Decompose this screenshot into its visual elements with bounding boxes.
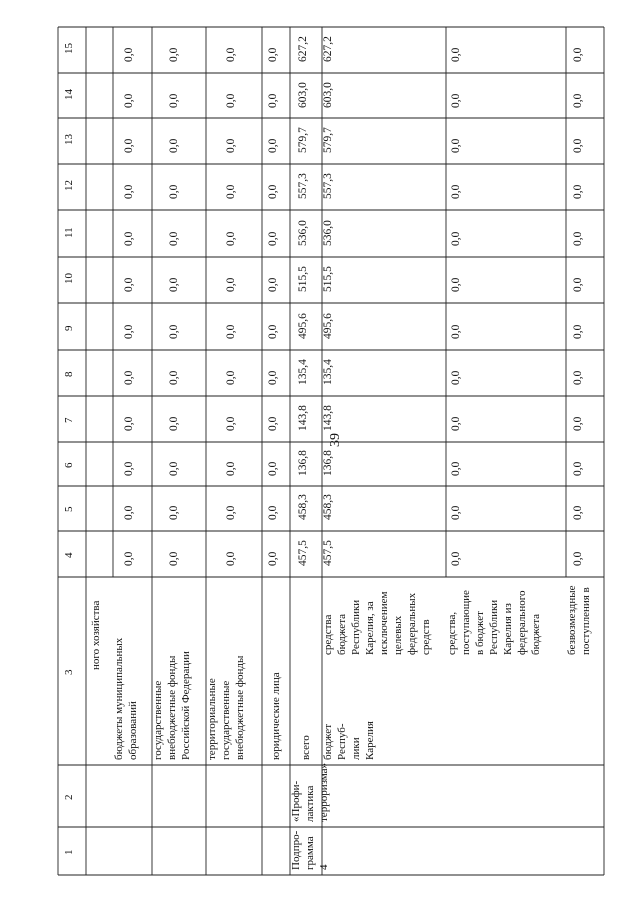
value-cell: 0,0 [572, 324, 584, 339]
row-label: ного хозяйства [90, 600, 102, 670]
value-cell: 0,0 [168, 138, 180, 153]
value-cell: 0,0 [225, 505, 237, 520]
value-cell: 0,0 [267, 324, 279, 339]
page-number: 39 [328, 433, 343, 447]
subprogram-type: Подпро- грамма 4 [290, 830, 330, 870]
value-cell: 627,2 [297, 36, 309, 62]
value-cell: 0,0 [123, 505, 135, 520]
value-cell: 536,0 [297, 220, 309, 246]
value-cell: 0,0 [572, 138, 584, 153]
value-cell: 0,0 [267, 231, 279, 246]
value-cell: 0,0 [168, 231, 180, 246]
budget-sublabel: бюджет Респуб- лики Карелия [322, 721, 376, 760]
value-cell: 603,0 [297, 82, 309, 108]
value-cell: 0,0 [123, 370, 135, 385]
value-cell: 495,6 [297, 313, 309, 339]
value-cell: 515,5 [322, 266, 334, 292]
value-cell: 0,0 [450, 184, 462, 199]
value-cell: 579,7 [322, 127, 334, 153]
value-cell: 0,0 [123, 551, 135, 566]
value-cell: 0,0 [267, 416, 279, 431]
value-cell: 0,0 [123, 47, 135, 62]
value-cell: 0,0 [225, 416, 237, 431]
value-cell: 495,6 [322, 313, 334, 339]
value-cell: 0,0 [572, 231, 584, 246]
value-cell: 0,0 [267, 138, 279, 153]
value-cell: 0,0 [123, 231, 135, 246]
value-cell: 603,0 [322, 82, 334, 108]
column-number: 14 [63, 89, 75, 100]
value-cell: 143,8 [297, 405, 309, 431]
column-number: 9 [63, 325, 75, 331]
column-number: 5 [63, 506, 75, 512]
value-cell: 0,0 [168, 277, 180, 292]
value-cell: 0,0 [225, 277, 237, 292]
value-cell: 0,0 [450, 505, 462, 520]
value-cell: 0,0 [168, 505, 180, 520]
value-cell: 0,0 [123, 461, 135, 476]
value-cell: 0,0 [450, 231, 462, 246]
column-number: 11 [63, 227, 75, 238]
value-cell: 0,0 [450, 138, 462, 153]
value-cell: 579,7 [297, 127, 309, 153]
column-number: 6 [63, 462, 75, 468]
value-cell: 536,0 [322, 220, 334, 246]
value-cell: 557,3 [297, 173, 309, 199]
value-cell: 0,0 [572, 370, 584, 385]
value-cell: 0,0 [168, 370, 180, 385]
value-cell: 135,4 [297, 359, 309, 385]
column-number: 12 [63, 180, 75, 191]
value-cell: 0,0 [572, 277, 584, 292]
subprogram-name: «Профи- лактика терроризма» [290, 762, 330, 822]
value-cell: 458,3 [297, 494, 309, 520]
row-label: безвозмездные поступления в [566, 585, 592, 655]
value-cell: 0,0 [450, 551, 462, 566]
row-label: бюджеты муниципальных образований [113, 637, 139, 760]
value-cell: 0,0 [450, 370, 462, 385]
column-number: 15 [63, 43, 75, 54]
value-cell: 0,0 [572, 461, 584, 476]
value-cell: 0,0 [572, 93, 584, 108]
value-cell: 0,0 [168, 324, 180, 339]
value-cell: 0,0 [572, 505, 584, 520]
column-number: 7 [63, 417, 75, 423]
value-cell: 627,2 [322, 36, 334, 62]
value-cell: 557,3 [322, 173, 334, 199]
column-number: 3 [63, 669, 75, 675]
value-cell: 143,8 [322, 405, 334, 431]
value-cell: 0,0 [168, 93, 180, 108]
value-cell: 0,0 [267, 277, 279, 292]
value-cell: 0,0 [225, 231, 237, 246]
value-cell: 0,0 [572, 416, 584, 431]
value-cell: 0,0 [225, 370, 237, 385]
value-cell: 0,0 [123, 324, 135, 339]
value-cell: 0,0 [572, 551, 584, 566]
row-label: всего [300, 735, 312, 760]
value-cell: 0,0 [123, 138, 135, 153]
column-number: 2 [63, 794, 75, 800]
column-number: 10 [63, 273, 75, 284]
value-cell: 0,0 [267, 93, 279, 108]
value-cell: 0,0 [450, 93, 462, 108]
row-label: юридические лица [270, 672, 282, 760]
column-number: 4 [63, 552, 75, 558]
value-cell: 0,0 [168, 184, 180, 199]
value-cell: 0,0 [450, 324, 462, 339]
value-cell: 0,0 [450, 461, 462, 476]
value-cell: 0,0 [123, 416, 135, 431]
row-label: средства, поступающие в бюджет Республики Карелия из федерального бюджета [446, 590, 542, 655]
value-cell: 136,8 [322, 450, 334, 476]
value-cell: 0,0 [267, 461, 279, 476]
value-cell: 458,3 [322, 494, 334, 520]
value-cell: 0,0 [267, 47, 279, 62]
value-cell: 0,0 [572, 184, 584, 199]
value-cell: 0,0 [267, 370, 279, 385]
value-cell: 0,0 [267, 184, 279, 199]
column-number: 1 [63, 849, 75, 855]
value-cell: 457,5 [322, 540, 334, 566]
value-cell: 0,0 [168, 47, 180, 62]
value-cell: 136,8 [297, 450, 309, 476]
value-cell: 0,0 [168, 551, 180, 566]
value-cell: 0,0 [168, 461, 180, 476]
value-cell: 0,0 [225, 551, 237, 566]
value-cell: 457,5 [297, 540, 309, 566]
value-cell: 0,0 [123, 184, 135, 199]
value-cell: 0,0 [267, 505, 279, 520]
value-cell: 0,0 [168, 416, 180, 431]
value-cell: 0,0 [225, 324, 237, 339]
value-cell: 0,0 [123, 93, 135, 108]
row-label: территориальные государственные внебюджетные фонды [206, 655, 246, 760]
value-cell: 515,5 [297, 266, 309, 292]
value-cell: 0,0 [225, 184, 237, 199]
value-cell: 0,0 [123, 277, 135, 292]
value-cell: 0,0 [450, 47, 462, 62]
value-cell: 0,0 [225, 47, 237, 62]
value-cell: 0,0 [450, 277, 462, 292]
value-cell: 135,4 [322, 359, 334, 385]
value-cell: 0,0 [572, 47, 584, 62]
column-number: 13 [63, 134, 75, 145]
row-label: средства бюджета Республики Карелия, за исключением целевых федеральных средств [322, 591, 432, 655]
value-cell: 0,0 [225, 93, 237, 108]
value-cell: 0,0 [450, 416, 462, 431]
row-label: государственные внебюджетные фонды Российской Федерации [152, 651, 192, 760]
column-number: 8 [63, 371, 75, 377]
value-cell: 0,0 [225, 461, 237, 476]
value-cell: 0,0 [225, 138, 237, 153]
value-cell: 0,0 [267, 551, 279, 566]
